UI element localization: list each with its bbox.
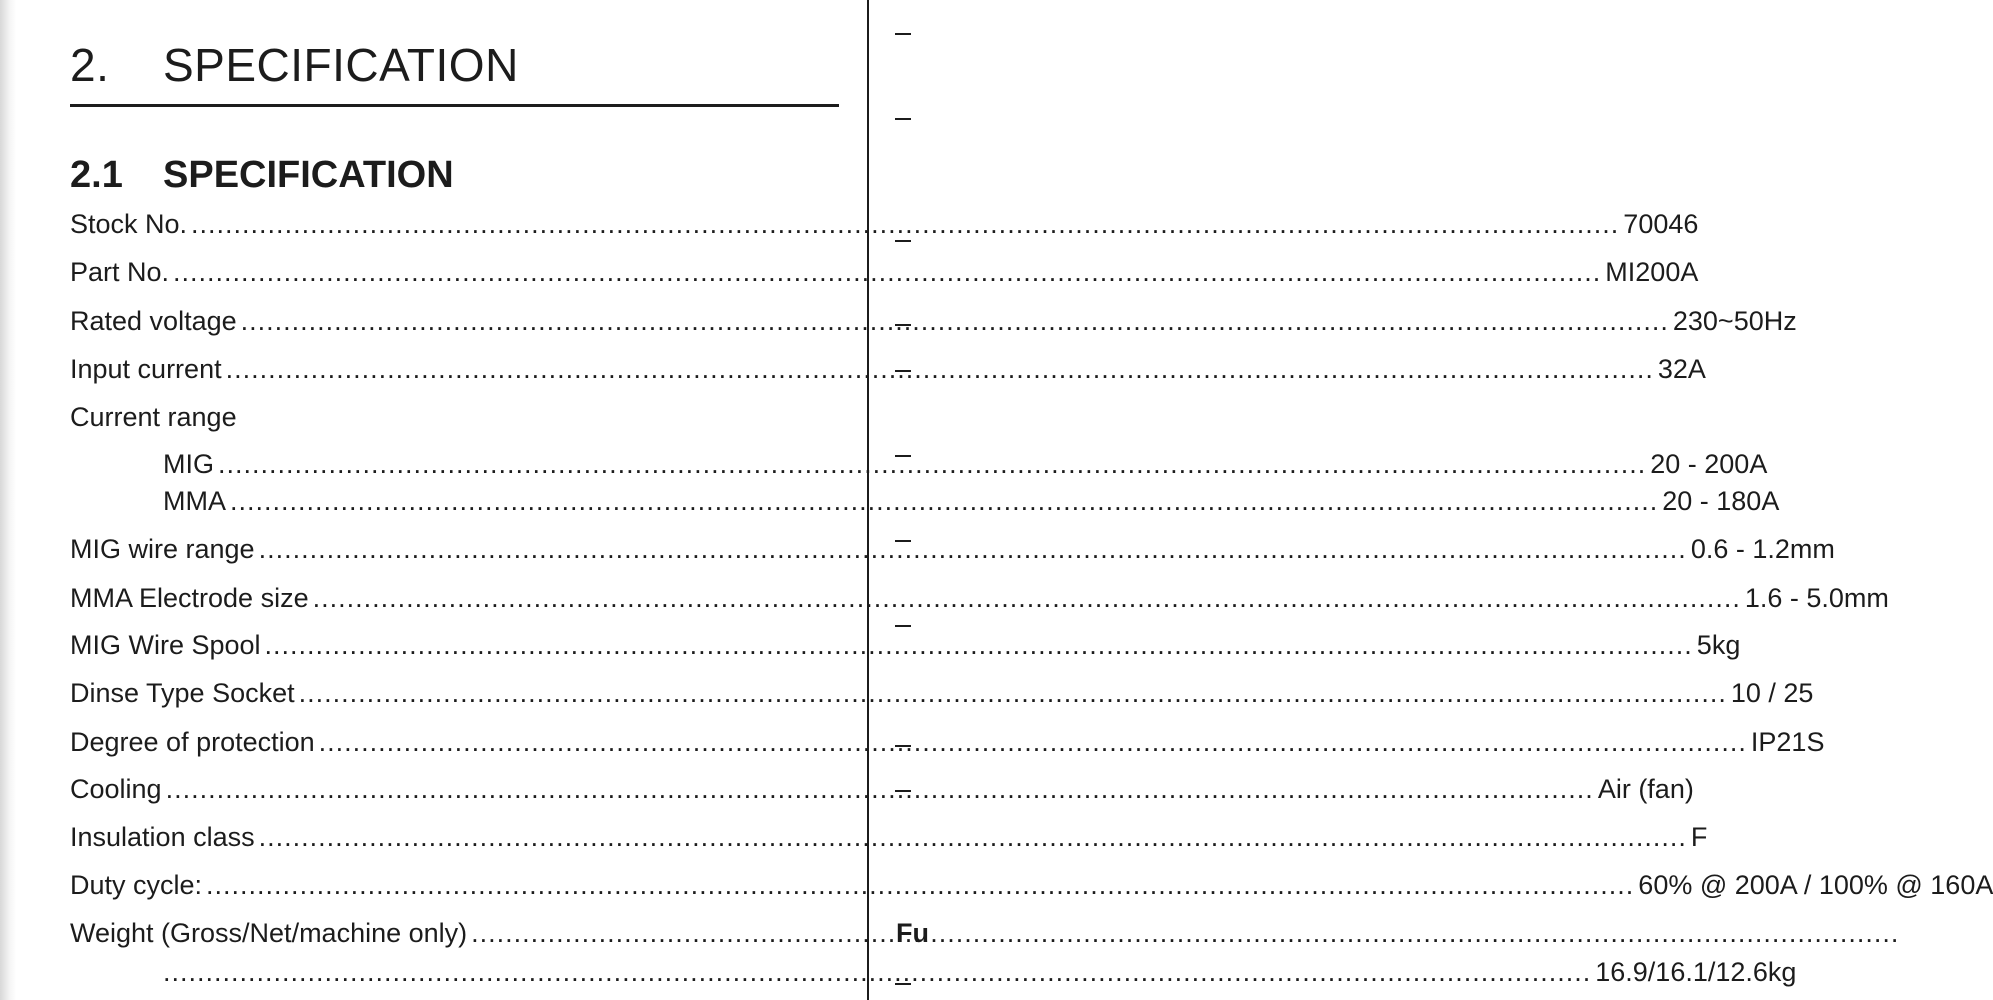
spec-row-part-no	[70, 257, 1699, 291]
spec-label: Stock No.	[70, 209, 188, 239]
spec-value: IP21S	[1750, 727, 1825, 757]
leader-dots	[173, 257, 1601, 288]
spec-row-current-range	[70, 402, 839, 436]
spec-label: Duty cycle:	[70, 870, 203, 900]
spec-value: 10 / 25	[1730, 678, 1814, 708]
spec-label: Weight (Gross/Net/machine only)	[70, 918, 468, 948]
spec-value: 1.6 - 5.0mm	[1744, 583, 1889, 613]
spec-row-mig-range	[163, 449, 1768, 483]
spec-label: Part No.	[70, 257, 170, 287]
leader-dots	[241, 306, 1669, 337]
spec-value: 5kg	[1696, 630, 1741, 660]
spec-row-weight-value	[163, 957, 1797, 991]
leader-dots	[218, 449, 1646, 480]
section-title: SPECIFICATION	[163, 39, 519, 91]
spec-row-degree-of-protection	[70, 727, 1825, 761]
spec-value: 20 - 200A	[1650, 449, 1768, 479]
spec-label: Input current	[70, 354, 222, 384]
spec-value: 230~50Hz	[1672, 306, 1797, 336]
spec-row-insulation-class	[70, 822, 1708, 856]
heading-rule	[70, 104, 839, 107]
leader-dots	[471, 918, 1899, 949]
spec-label: MIG	[163, 449, 214, 479]
spec-value: 32A	[1657, 354, 1706, 384]
spec-row-input-current	[70, 354, 1706, 388]
section-heading	[70, 38, 519, 92]
list-dash	[895, 240, 911, 242]
spec-label: MMA Electrode size	[70, 583, 309, 613]
leader-dots	[226, 354, 1654, 385]
spec-value: 0.6 - 1.2mm	[1690, 534, 1835, 564]
list-dash	[895, 540, 911, 542]
leader-dots	[166, 774, 1594, 805]
page-edge-shadow	[0, 0, 16, 1000]
spec-row-mma-electrode-size	[70, 583, 1889, 617]
list-dash	[895, 118, 911, 120]
list-dash	[895, 745, 911, 747]
spec-label: Rated voltage	[70, 306, 237, 336]
spec-value: Air (fan)	[1597, 774, 1694, 804]
spec-value: 60% @ 200A / 100% @ 160A	[1638, 870, 1993, 900]
spec-value: 70046	[1623, 209, 1699, 239]
spec-row-dinse-socket	[70, 678, 1814, 712]
spec-label: Cooling	[70, 774, 162, 804]
list-dash	[895, 324, 911, 326]
spec-row-cooling	[70, 774, 1694, 808]
page-divider	[867, 0, 869, 1000]
spec-label: Insulation class	[70, 822, 255, 852]
spec-label: Current range	[70, 402, 237, 432]
leader-dots	[319, 727, 1747, 758]
subsection-number: 2.1	[70, 154, 123, 196]
spec-row-stock-no	[70, 209, 1699, 243]
spec-label: MIG wire range	[70, 534, 255, 564]
list-dash	[895, 33, 911, 35]
spec-row-weight	[70, 918, 839, 952]
leader-dots	[265, 630, 1693, 661]
leader-dots	[206, 870, 1634, 901]
subsection-heading	[70, 154, 454, 197]
section-number: 2.	[70, 39, 110, 91]
leader-dots	[163, 957, 1591, 988]
spec-value: 16.9/16.1/12.6kg	[1595, 957, 1797, 987]
next-page-heading-fragment: Fu	[896, 918, 929, 948]
spec-label: Degree of protection	[70, 727, 315, 757]
spec-row-mma-range	[163, 486, 1780, 520]
list-dash	[895, 455, 911, 457]
spec-row-duty-cycle	[70, 870, 1993, 904]
leader-dots	[191, 209, 1619, 240]
leader-dots	[259, 534, 1687, 565]
subsection-title: SPECIFICATION	[163, 154, 454, 196]
spec-value: MI200A	[1605, 257, 1699, 287]
leader-dots	[259, 822, 1687, 853]
spec-row-rated-voltage	[70, 306, 1797, 340]
leader-dots	[299, 678, 1727, 709]
list-dash	[895, 790, 911, 792]
spec-row-mig-wire-spool	[70, 630, 1741, 664]
leader-dots	[230, 486, 1658, 517]
leader-dots	[313, 583, 1741, 614]
list-dash	[895, 625, 911, 627]
list-dash	[895, 983, 911, 985]
spec-value: F	[1690, 822, 1708, 852]
list-dash	[895, 370, 911, 372]
spec-label: Dinse Type Socket	[70, 678, 295, 708]
spec-label: MIG Wire Spool	[70, 630, 261, 660]
spec-label: MMA	[163, 486, 226, 516]
spec-value: 20 - 180A	[1662, 486, 1780, 516]
spec-row-mig-wire-range	[70, 534, 1835, 568]
